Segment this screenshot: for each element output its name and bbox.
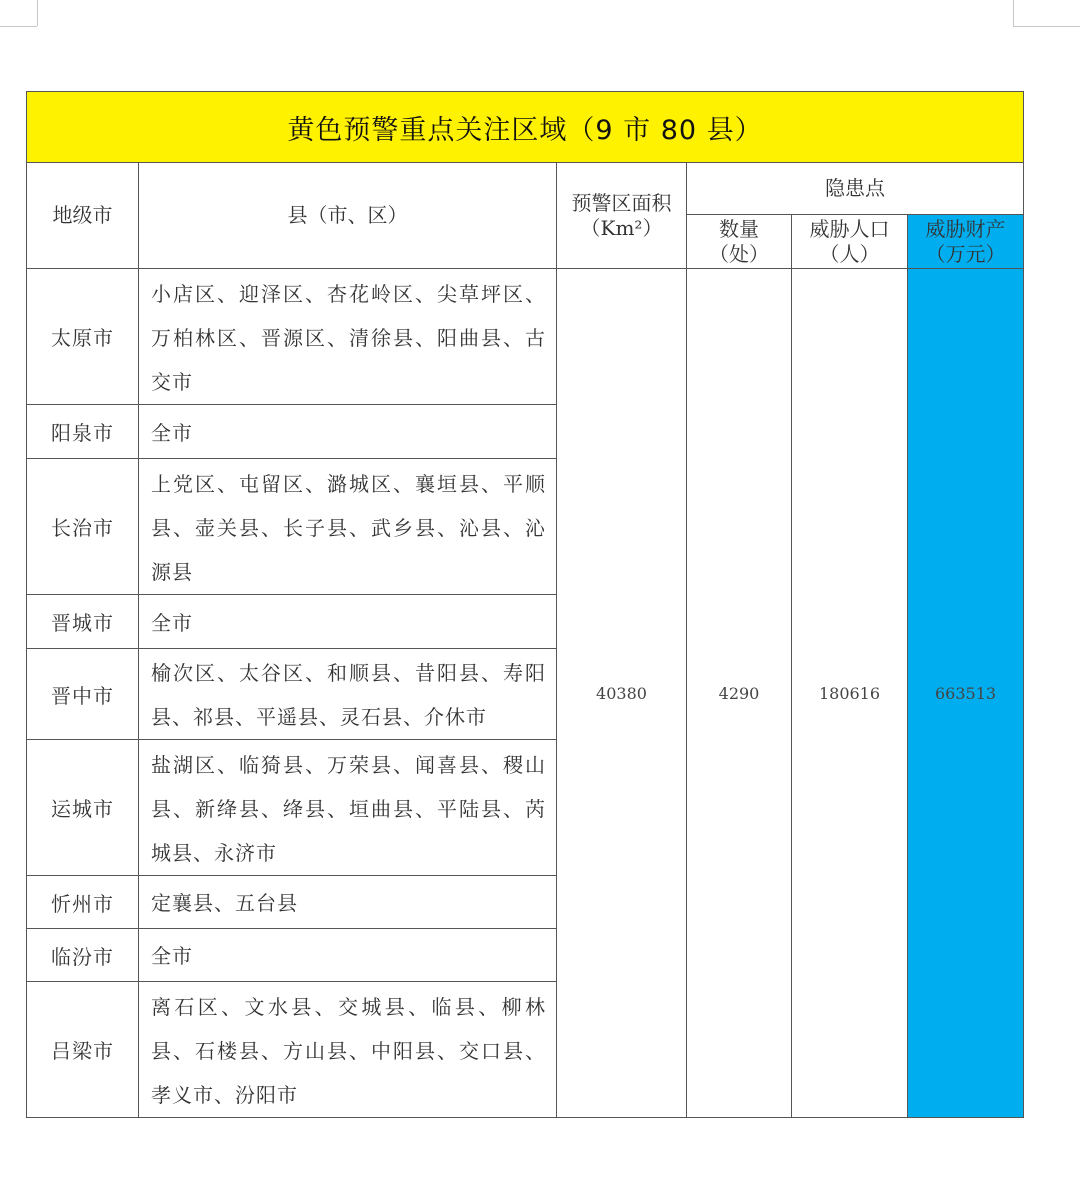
header-property-label: 威胁财产 — [925, 216, 1006, 241]
header-population-label: 威胁人口 — [809, 216, 890, 241]
counties-cell: 上党区、屯留区、潞城区、襄垣县、平顺县、壶关县、长子县、武乡县、沁县、沁源县 — [139, 459, 557, 595]
header-warning-area — [557, 163, 687, 269]
header-population — [792, 215, 908, 269]
crop-mark-top-left — [37, 0, 38, 26]
total-population-value: 180616 — [792, 269, 908, 1118]
header-count — [687, 215, 792, 269]
header-count-label: 数量 — [719, 216, 759, 241]
header-warning-area-unit: （Km²） — [580, 215, 663, 240]
city-cell: 太原市 — [27, 269, 139, 405]
total-property-value: 663513 — [908, 269, 1024, 1118]
crop-mark-right-horizontal — [1013, 26, 1080, 27]
header-property — [908, 215, 1024, 269]
city-cell: 忻州市 — [27, 876, 139, 929]
counties-cell: 盐湖区、临猗县、万荣县、闻喜县、稷山县、新绛县、绛县、垣曲县、平陆县、芮城县、永济市 — [139, 740, 557, 876]
header-count-unit: （处） — [709, 241, 769, 266]
city-cell: 晋城市 — [27, 595, 139, 649]
total-count-value: 4290 — [687, 269, 792, 1118]
header-city: 地级市 — [27, 163, 139, 269]
crop-mark-top-right — [1013, 0, 1014, 26]
header-hazard-points: 隐患点 — [687, 163, 1024, 215]
header-population-unit: （人） — [819, 241, 880, 266]
city-cell: 长治市 — [27, 459, 139, 595]
header-property-unit: （万元） — [925, 241, 1006, 266]
counties-cell: 离石区、文水县、交城县、临县、柳林县、石楼县、方山县、中阳县、交口县、孝义市、汾阳市 — [139, 982, 557, 1118]
header-warning-area-label: 预警区面积 — [571, 190, 672, 215]
counties-cell: 全市 — [139, 405, 557, 459]
counties-cell: 定襄县、五台县 — [139, 876, 557, 929]
counties-cell: 全市 — [139, 929, 557, 982]
counties-cell: 榆次区、太谷区、和顺县、昔阳县、寿阳县、祁县、平遥县、灵石县、介休市 — [139, 649, 557, 740]
table-row — [27, 269, 1024, 405]
warning-areas-table — [26, 91, 1024, 1118]
city-cell: 吕梁市 — [27, 982, 139, 1118]
header-county: 县（市、区） — [139, 163, 557, 269]
counties-cell: 全市 — [139, 595, 557, 649]
city-cell: 阳泉市 — [27, 405, 139, 459]
table-title: 黄色预警重点关注区域（9 市 80 县） — [27, 92, 1024, 163]
crop-mark-left-horizontal — [0, 26, 37, 27]
city-cell: 临汾市 — [27, 929, 139, 982]
city-cell: 运城市 — [27, 740, 139, 876]
city-cell: 晋中市 — [27, 649, 139, 740]
counties-cell: 小店区、迎泽区、杏花岭区、尖草坪区、万柏林区、晋源区、清徐县、阳曲县、古交市 — [139, 269, 557, 405]
total-area-value: 40380 — [557, 269, 687, 1118]
